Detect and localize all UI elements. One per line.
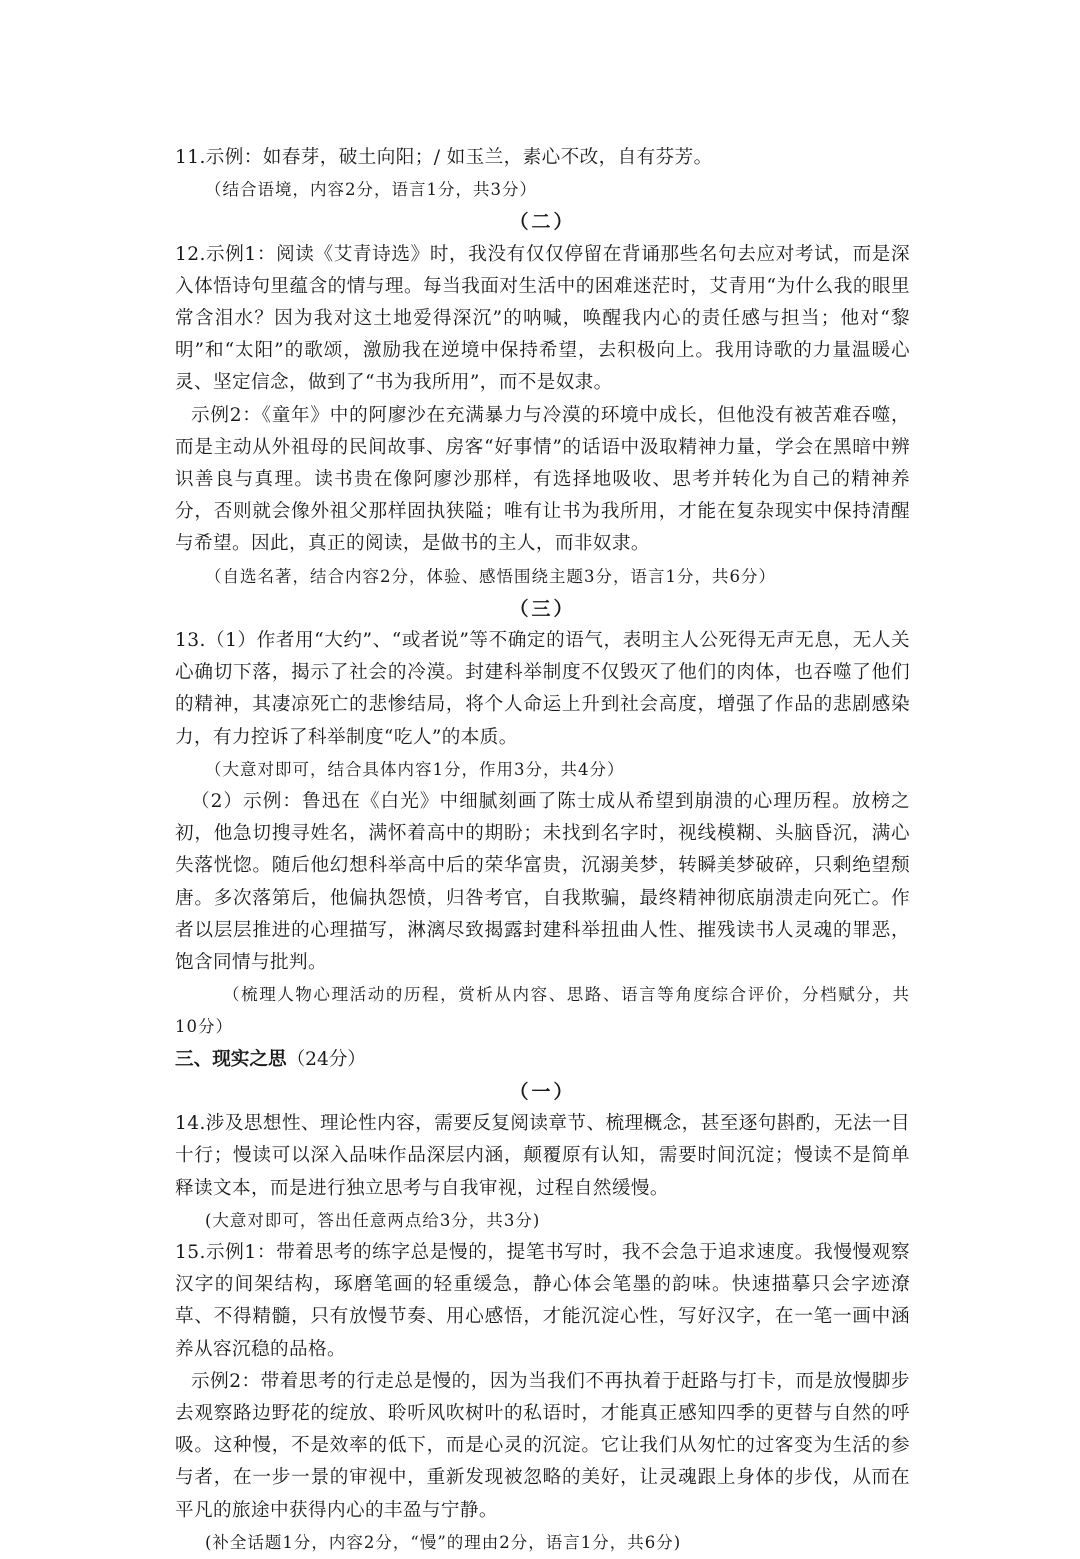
- section3-title-points: （24分）: [286, 1048, 367, 1070]
- answer-content: [175, 142, 910, 1559]
- q11-score: （结合语境，内容2分，语言1分，共3分）: [205, 180, 537, 200]
- q14-answer: 14.涉及思想性、理论性内容，需要反复阅读章节、梳理概念，甚至逐句斟酌，无法一目十行；慢读可以深入品味作品深层内涵，颠覆原有认知，需要时间沉淀；慢读不是简单释读文本，而是进行独立思考与自我审视，过程自然缓慢。: [175, 1113, 910, 1199]
- q11-answer: 11.示例：如春芽，破土向阳；/ 如玉兰，素心不改，自有芬芳。: [175, 147, 713, 168]
- section3-part1-heading: （一）: [509, 1080, 576, 1103]
- q12-example1: 12.示例1：阅读《艾青诗选》时，我没有仅仅停留在背诵那些名句去应对考试，而是深入体悟诗句里蕴含的情与理。每当我面对生活中的困难迷茫时，艾青用“为什么我的眼里常含泪水？因为我对这土地爱得深沉”的呐喊，唤醒我内心的责任感与担当；他对“黎明”和“太阳”的歌颂，激励我在逆境中保持希望，去积极向上。我用诗歌的力量温暖心灵、坚定信念，做到了“书为我所用”，而不是奴隶。: [175, 243, 910, 394]
- q15-score: (补全话题1分，内容2分，“慢”的理由2分，语言1分，共6分): [205, 1532, 682, 1552]
- q15-example1: 15.示例1：带着思考的练字总是慢的，提笔书写时，我不会急于追求速度。我慢慢观察汉字的间架结构，琢磨笔画的轻重缓急，静心体会笔墨的韵味。快速描摹只会字迹潦草、不得精髓，只有放慢节奏、用心感悟，才能沉淀心性，写好汉字，在一笔一画中涵养从容沉稳的品格。: [175, 1241, 910, 1360]
- q12-example2: 示例2：《童年》中的阿廖沙在充满暴力与冷漠的环境中成长，但他没有被苦难吞噬，而是主动从外祖母的民间故事、房客“好事情”的话语中汲取精神力量，学会在黑暗中辨识善良与真理。读书贵在像阿廖沙那样，有选择地吸收、思考并转化为自己的精神养分，否则就会像外祖父那样固执狭隘；唯有让书为我所用，才能在复杂现实中保持清醒与希望。因此，真正的阅读，是做书的主人，而非奴隶。: [175, 404, 910, 555]
- q13-part1: 13.（1）作者用“大约”、“或者说”等不确定的语气，表明主人公死得无声无息，无人关心确切下落，揭示了社会的冷漠。封建科举制度不仅毁灭了他们的肉体，也吞噬了他们的精神，其凄凉死亡的悲惨结局，将个人命运上升到社会高度，增强了作品的悲剧感染力，有力控诉了科举制度“吃人”的本质。: [175, 630, 910, 748]
- part2-heading: （二）: [509, 211, 576, 234]
- section3-title-text: 三、现实之思: [175, 1048, 287, 1070]
- part3-heading: （三）: [509, 597, 576, 620]
- q15-example2: 示例2：带着思考的行走总是慢的，因为当我们不再执着于赶路与打卡，而是放慢脚步去观察路边野花的绽放、聆听风吹树叶的私语时，才能真正感知四季的更替与自然的呼吸。这种慢，不是效率的低下，而是心灵的沉淀。它让我们从匆忙的过客变为生活的参与者，在一步一景的审视中，重新发现被忽略的美好，让灵魂跟上身体的步伐，从而在平凡的旅途中获得内心的丰盈与宁静。: [175, 1370, 910, 1521]
- q12-score: （自选名著，结合内容2分，体验、感悟围绕主题3分，语言1分，共6分）: [205, 566, 776, 586]
- q14-score: (大意对即可，答出任意两点给3分，共3分): [205, 1210, 541, 1230]
- q13-part2: （2）示例：鲁迅在《白光》中细腻刻画了陈士成从希望到崩溃的心理历程。放榜之初，他急切搜寻姓名，满怀着高中的期盼；未找到名字时，视线模糊、头脑昏沉，满心失落恍惚。随后他幻想科举高中后的荣华富贵，沉溺美梦，转瞬美梦破碎，只剩绝望颓唐。多次落第后，他偏执怨愤，归咎考官，自我欺骗，最终精神彻底崩溃走向死亡。作者以层层推进的心理描写，淋漓尽致揭露封建科举扭曲人性、摧残读书人灵魂的罪恶，饱含同情与批判。: [175, 791, 910, 974]
- section3-title: [175, 1044, 910, 1076]
- q13-part1-score: （大意对即可，结合具体内容1分，作用3分，共4分）: [205, 759, 625, 779]
- q13-part2-score: （梳理人物心理活动的历程，赏析从内容、思路、语言等角度综合评价，分档赋分，共10分）: [175, 985, 910, 1037]
